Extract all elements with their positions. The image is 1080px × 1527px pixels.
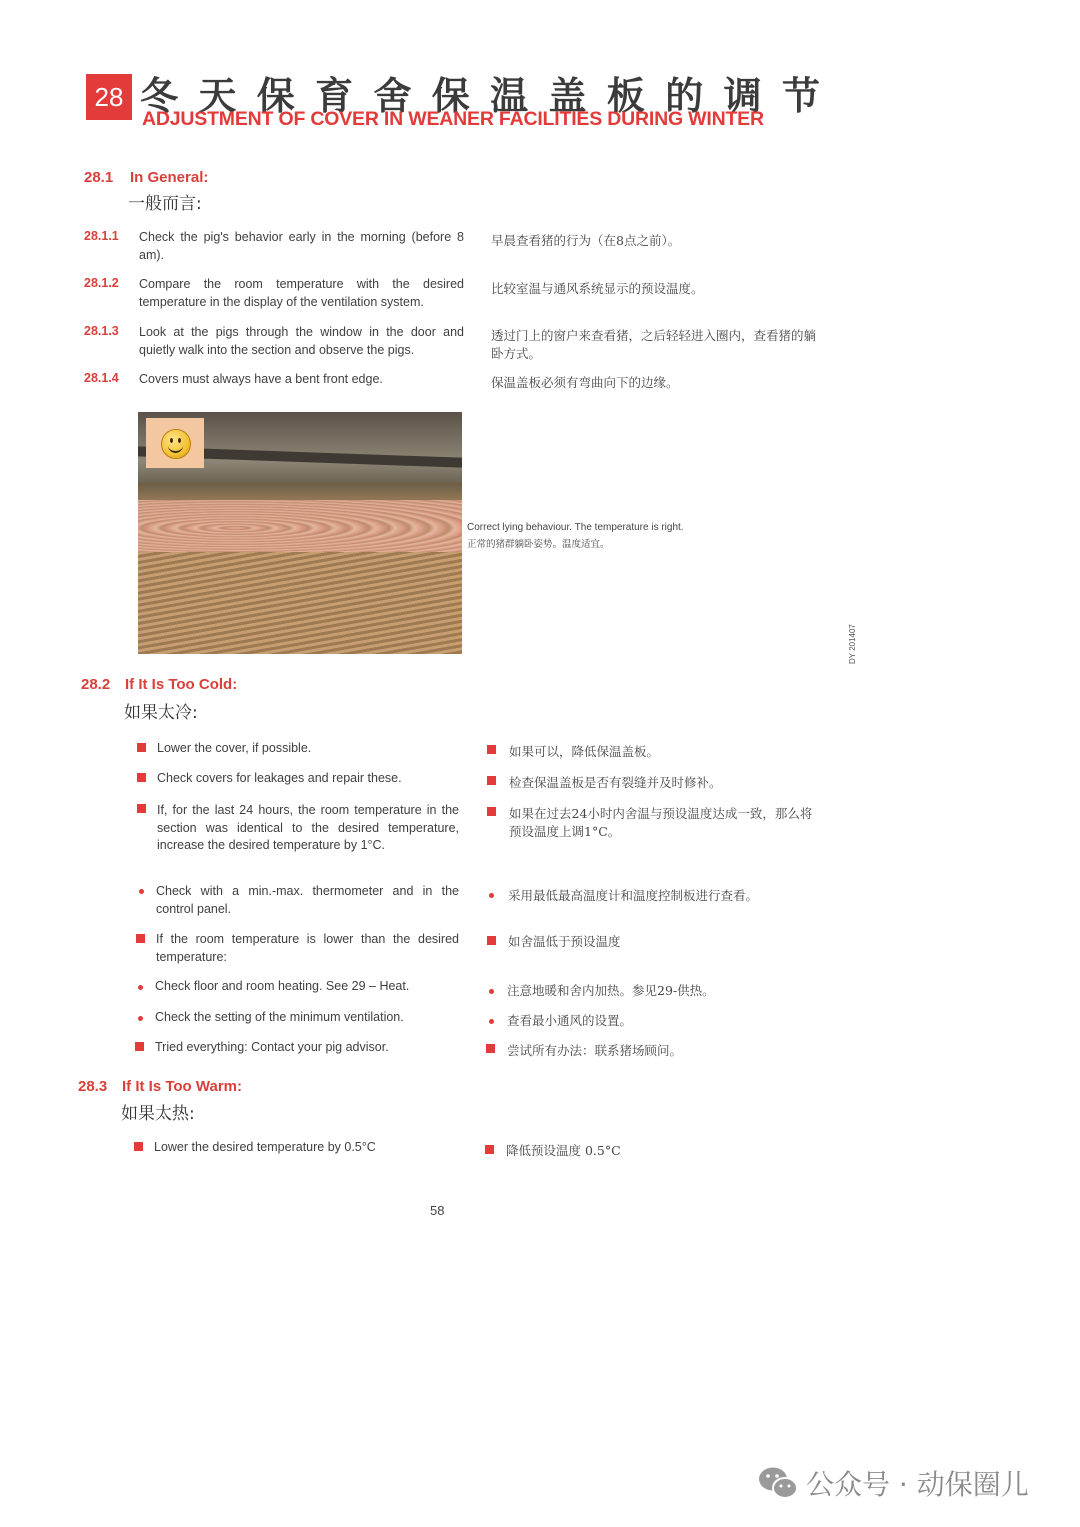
section-title: If It Is Too Warm: xyxy=(122,1078,242,1095)
title-zh-char: 节 xyxy=(781,73,820,118)
bullet-square xyxy=(485,1145,494,1154)
item-text-en: Check floor and room heating. See 29 – Heat. xyxy=(155,979,410,993)
section-number: 28.1 xyxy=(84,169,114,186)
item-text-zh: 如果在过去24小时内舍温与预设温度达成一致，那么将预设温度上调1°C。 xyxy=(509,806,813,839)
item-text-zh: 透过门上的窗户来查看猪，之后轻轻进入圈内，查看猪的躺卧方式。 xyxy=(491,328,817,361)
section-title-zh: 一般而言: xyxy=(128,194,202,214)
item-text-en: Lower the desired temperature by 0.5°C xyxy=(154,1140,376,1154)
title-zh-char: 天 xyxy=(198,73,237,118)
title-zh-char: 温 xyxy=(490,73,529,118)
item-text-en: If the room temperature is lower than the desired temperature: xyxy=(156,932,459,964)
bullet-dot xyxy=(138,985,143,990)
section-title: In General: xyxy=(130,169,209,186)
chapter-number-badge: 28 xyxy=(86,74,132,120)
bullet-square xyxy=(137,773,146,782)
bullet-square xyxy=(134,1142,143,1151)
section-number: 28.2 xyxy=(81,676,111,693)
photo-caption-en: Correct lying behaviour. The temperature is right. xyxy=(467,522,684,533)
item-text-zh: 查看最小通风的设置。 xyxy=(507,1013,633,1028)
bullet-square xyxy=(487,745,496,754)
bullet-square xyxy=(487,807,496,816)
bullet-square xyxy=(486,1044,495,1053)
title-zh-char: 板 xyxy=(606,73,645,118)
title-zh-char: 盖 xyxy=(548,73,587,118)
section-title-zh: 如果太冷: xyxy=(124,703,198,723)
bullet-dot xyxy=(489,893,494,898)
bullet-dot xyxy=(489,1019,494,1024)
title-zh-char: 的 xyxy=(665,73,704,118)
item-text-zh: 如舍温低于预设温度 xyxy=(508,934,621,949)
item-text-zh: 比较室温与通风系统显示的预设温度。 xyxy=(491,281,704,296)
item-number: 28.1.1 xyxy=(84,229,119,243)
bullet-square xyxy=(487,776,496,785)
page-number: 58 xyxy=(430,1203,445,1218)
item-text-en: Check covers for leakages and repair these. xyxy=(157,771,402,785)
bullet-square xyxy=(135,1042,144,1051)
item-text-zh: 采用最低最高温度计和温度控制板进行查看。 xyxy=(508,888,759,903)
photo-caption-zh: 正常的猪群躺卧姿势。温度适宜。 xyxy=(467,539,610,550)
bullet-dot xyxy=(489,989,494,994)
item-number: 28.1.4 xyxy=(84,371,119,385)
bullet-square xyxy=(137,804,146,813)
item-text-zh: 尝试所有办法：联系猪场顾问。 xyxy=(507,1043,683,1058)
item-text-en: Compare the room temperature with the desired temperature in the display of the ventilation system. xyxy=(139,277,464,309)
title-zh-char: 育 xyxy=(315,73,354,118)
item-text-zh: 检查保温盖板是否有裂缝并及时修补。 xyxy=(509,775,722,790)
item-text-zh: 保温盖板必须有弯曲向下的边缘。 xyxy=(491,375,679,390)
smiley-face-icon xyxy=(161,429,191,459)
item-text-zh: 降低预设温度 0.5°C xyxy=(506,1143,621,1158)
bullet-square xyxy=(137,743,146,752)
smiley-badge xyxy=(146,418,204,468)
item-text-en: Check with a min.-max. thermometer and in the control panel. xyxy=(156,884,459,916)
bullet-square xyxy=(136,934,145,943)
item-text-en: Look at the pigs through the window in the door and quietly walk into the section and observe the pigs. xyxy=(139,325,464,357)
bullet-square xyxy=(487,936,496,945)
title-zh-char: 舍 xyxy=(373,73,412,118)
title-zh-char: 冬 xyxy=(140,73,179,118)
title-zh-char: 保 xyxy=(431,73,470,118)
item-number: 28.1.3 xyxy=(84,324,119,338)
item-text-zh: 注意地暖和舍内加热。参见29-供热。 xyxy=(507,983,715,998)
wechat-icon xyxy=(758,1466,798,1500)
item-text-zh: 早晨查看猪的行为（在8点之前）。 xyxy=(491,233,681,248)
bullet-dot xyxy=(138,1016,143,1021)
item-text-en: Check the setting of the minimum ventilation. xyxy=(155,1010,404,1024)
item-text-en: Check the pig's behavior early in the morning (before 8 am). xyxy=(139,230,464,262)
item-number: 28.1.2 xyxy=(84,276,119,290)
title-zh-char: 保 xyxy=(256,73,295,118)
pig-pen-photo xyxy=(138,412,462,654)
watermark-text: 公众号 · 动保圈儿 xyxy=(806,1468,1029,1501)
document-code: DY 201407 xyxy=(848,624,857,664)
title-zh-char: 调 xyxy=(723,73,762,118)
item-text-en: Tried everything: Contact your pig advisor. xyxy=(155,1040,389,1054)
wechat-watermark xyxy=(758,1463,1029,1503)
chapter-title-en: ADJUSTMENT OF COVER IN WEANER FACILITIES DURING WINTER xyxy=(142,108,764,130)
section-number: 28.3 xyxy=(78,1078,108,1095)
section-title-zh: 如果太热: xyxy=(121,1104,195,1124)
item-text-en: Lower the cover, if possible. xyxy=(157,741,312,755)
item-text-en: Covers must always have a bent front edge. xyxy=(139,372,383,386)
item-text-en: If, for the last 24 hours, the room temperature in the section was identical to the desired temperature, increase the desired temperature by 1°C. xyxy=(157,803,459,852)
section-title: If It Is Too Cold: xyxy=(125,676,238,693)
bullet-dot xyxy=(139,889,144,894)
item-text-zh: 如果可以，降低保温盖板。 xyxy=(509,744,660,759)
